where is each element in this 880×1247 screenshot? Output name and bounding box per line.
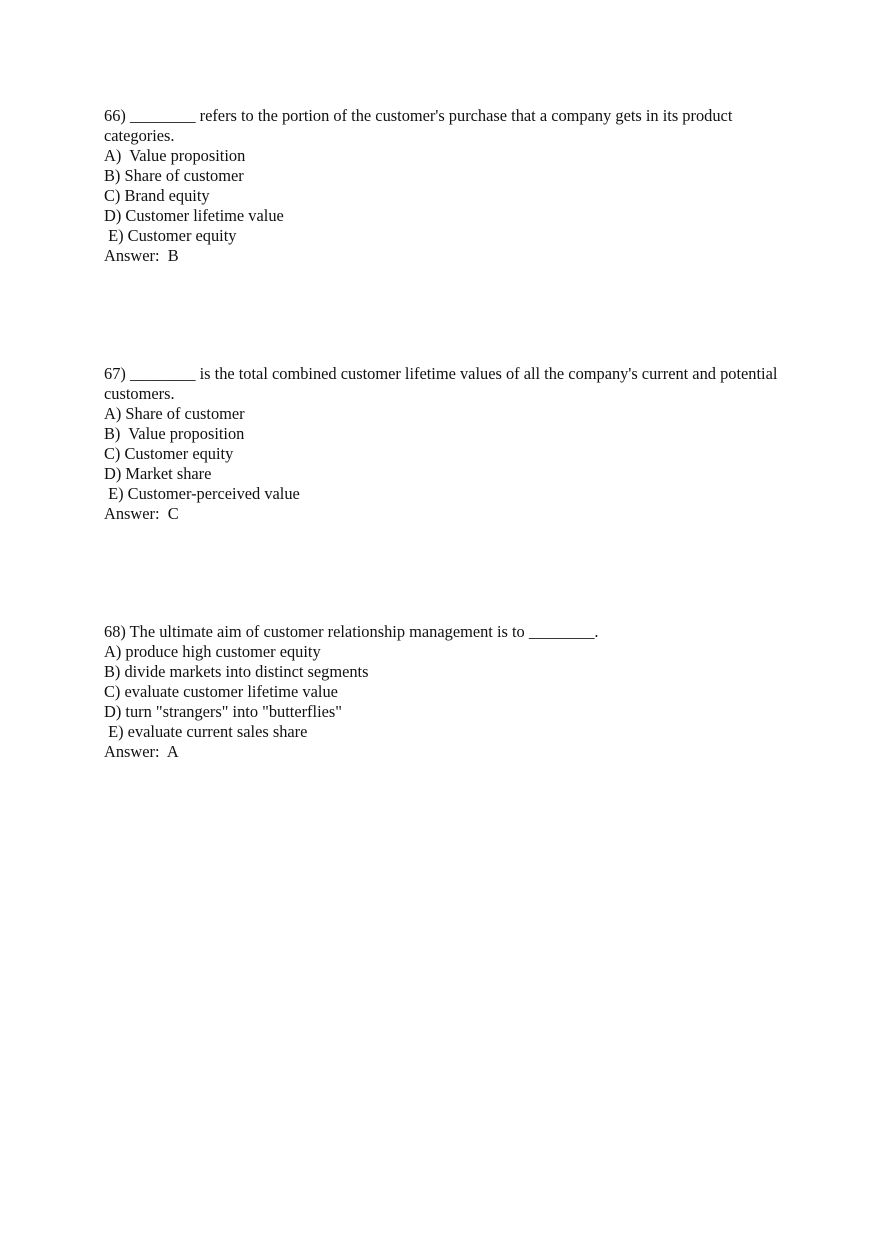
question-stem: 67) ________ is the total combined customer lifetime values of all the company's current and potential customers.: [104, 364, 778, 403]
question-stem: 66) ________ refers to the portion of the customer's purchase that a company gets in its product categories.: [104, 106, 733, 145]
option-d: D) Customer lifetime value: [104, 206, 284, 225]
question-68: [104, 622, 784, 762]
question-stem: 68) The ultimate aim of customer relationship management is to ________.: [104, 622, 599, 641]
option-b: B) divide markets into distinct segments: [104, 662, 369, 681]
answer-options: [104, 642, 784, 742]
option-e: E) Customer-perceived value: [104, 484, 300, 503]
option-a: A) produce high customer equity: [104, 642, 321, 661]
option-e: E) evaluate current sales share: [104, 722, 308, 741]
option-c: C) evaluate customer lifetime value: [104, 682, 338, 701]
answer-options: [104, 146, 784, 246]
answer-options: [104, 404, 784, 504]
question-66: [104, 106, 784, 266]
option-c: C) Brand equity: [104, 186, 210, 205]
option-d: D) Market share: [104, 464, 212, 483]
answer-key: Answer: C: [104, 504, 179, 523]
option-e: E) Customer equity: [104, 226, 237, 245]
option-a: A) Value proposition: [104, 146, 246, 165]
answer-key: Answer: B: [104, 246, 179, 265]
answer-key: Answer: A: [104, 742, 179, 761]
option-b: B) Share of customer: [104, 166, 244, 185]
option-d: D) turn "strangers" into "butterflies": [104, 702, 342, 721]
option-b: B) Value proposition: [104, 424, 245, 443]
option-a: A) Share of customer: [104, 404, 245, 423]
question-67: [104, 364, 784, 524]
option-c: C) Customer equity: [104, 444, 234, 463]
